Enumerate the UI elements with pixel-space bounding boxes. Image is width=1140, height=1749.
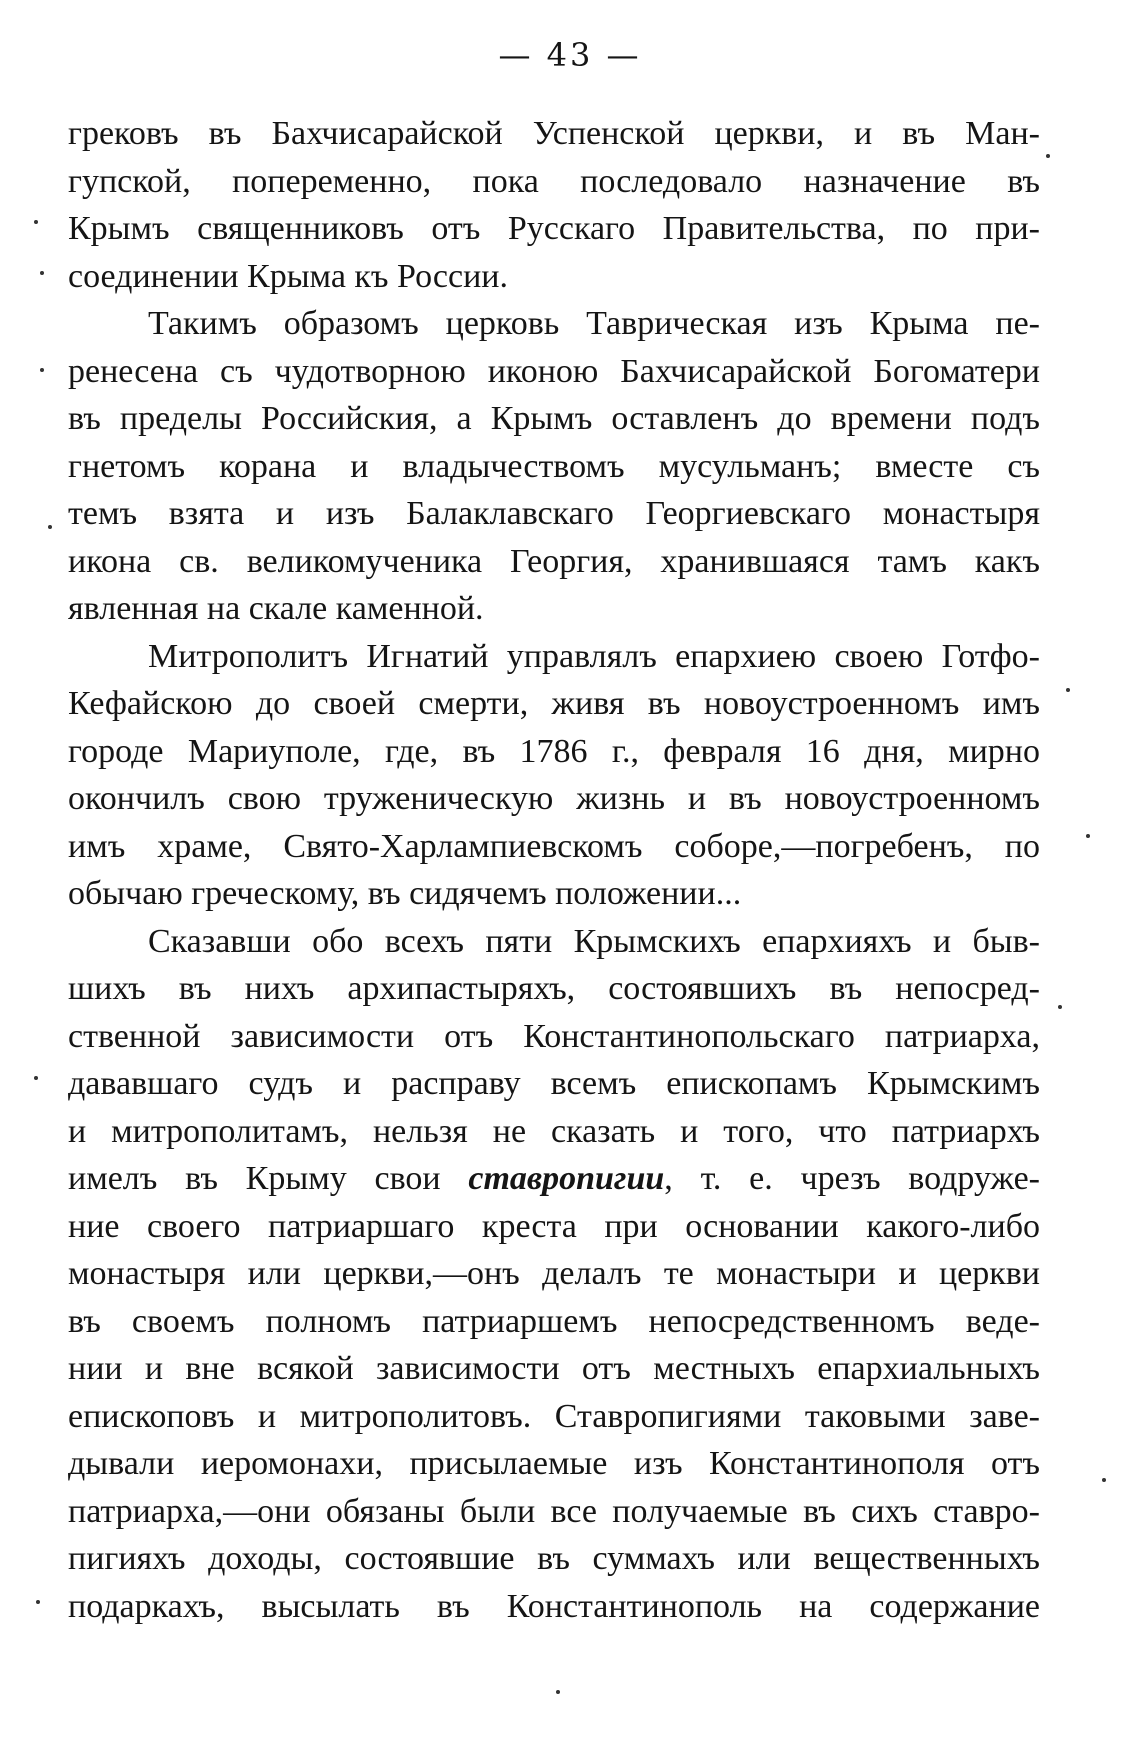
text-line-10: икона св. великомученика Георгия, хранившаяся тамъ какъ [68, 542, 1040, 580]
text-line-24: ние своего патриаршаго креста при основании какого-либо [68, 1207, 1040, 1245]
text-line-14: городе Мариуполе, где, въ 1786 г., февраля 16 дня, мирно [68, 732, 1040, 770]
text-line-9: темъ взята и изъ Балаклавскаго Георгиевскаго монастыря [68, 495, 1040, 532]
text-line-30: патриарха,—они обязаны были все получаемые въ сихъ ставро- [68, 1492, 1040, 1530]
text-line-19: шихъ въ нихъ архипастыряхъ, состоявшихъ въ непосред- [68, 970, 1040, 1007]
text-line-13: Кефайскою до своей смерти, живя въ новоустроенномъ имъ [68, 685, 1040, 722]
text-line-5: Такимъ образомъ церковь Таврическая изъ Крыма пе- [148, 305, 1040, 342]
text-line-18: Сказавши обо всехъ пяти Крымскихъ епархияхъ и быв- [148, 922, 1040, 960]
text-line-7: въ пределы Российския, а Крымъ оставленъ до времени подъ [68, 400, 1040, 437]
scan-speck [34, 220, 38, 224]
scan-speck [1102, 1478, 1106, 1482]
text-line-28: епископовъ и митрополитовъ. Ставропигиями таковыми заве- [68, 1397, 1040, 1435]
scan-speck [40, 368, 44, 372]
text-line-23-end: , т. е. чрезъ водруже- [664, 1160, 1040, 1197]
text-line-27: нии и вне всякой зависимости отъ местныхъ епархиальныхъ [68, 1350, 1040, 1387]
text-line-17: обычаю греческому, въ сидячемъ положении... [68, 875, 742, 912]
text-line-1: грековъ въ Бахчисарайской Успенской церкви, и въ Ман- [68, 115, 1040, 152]
scan-speck [36, 1600, 40, 1604]
page-number: — 43 — [498, 36, 642, 74]
text-line-8: гнетомъ корана и владычествомъ мусульманъ; вместе съ [68, 447, 1040, 485]
text-line-4: соединении Крыма къ России. [68, 257, 508, 295]
text-line-21: дававшаго судъ и расправу всемъ епископамъ Крымскимъ [68, 1065, 1040, 1102]
text-line-26: въ своемъ полномъ патриаршемъ непосредственномъ веде- [68, 1302, 1040, 1340]
scan-speck [1058, 1005, 1062, 1009]
text-line-32: подаркахъ, высылать въ Константинополь на содержание [68, 1587, 1040, 1625]
text-line-31: пигияхъ доходы, состоявшие въ суммахъ или вещественныхъ [68, 1540, 1040, 1577]
text-line-23-start: имелъ въ Крыму свои [68, 1160, 441, 1197]
scan-speck [40, 271, 44, 275]
text-line-15: окончилъ свою труженическую жизнь и въ новоустроенномъ [68, 780, 1040, 817]
text-line-22: и митрополитамъ, нельзя не сказать и того, что патриархъ [68, 1112, 1040, 1150]
text-line-23 [68, 1155, 1040, 1203]
text-line-3: Крымъ священниковъ отъ Русскаго Правительства, по при- [68, 210, 1040, 247]
scan-speck [48, 525, 52, 529]
text-line-25: монастыря или церкви,—онъ делалъ те монастыри и церкви [68, 1255, 1040, 1292]
scan-speck [556, 1690, 560, 1694]
scan-speck [1066, 688, 1070, 692]
text-line-16: имъ храме, Свято-Харлампиевскомъ соборе,—погребенъ, по [68, 827, 1040, 865]
text-line-11: явленная на скале каменной. [68, 590, 484, 627]
italic-term-stavropigii: ставропигии [468, 1160, 665, 1197]
text-line-20: ственной зависимости отъ Константинопольскаго патриарха, [68, 1017, 1040, 1055]
text-line-12: Митрополитъ Игнатий управлялъ епархиею своею Готфо- [148, 637, 1040, 675]
text-line-29: дывали иеромонахи, присылаемые изъ Константинополя отъ [68, 1445, 1040, 1482]
scan-speck [34, 1076, 38, 1080]
scan-speck [1046, 154, 1050, 158]
text-line-6: ренесена съ чудотворною иконою Бахчисарайской Богоматери [68, 352, 1040, 390]
scan-speck [1086, 834, 1090, 838]
page-body [68, 110, 1040, 1630]
text-line-2: гупской, попеременно, пока последовало назначение въ [68, 162, 1040, 200]
